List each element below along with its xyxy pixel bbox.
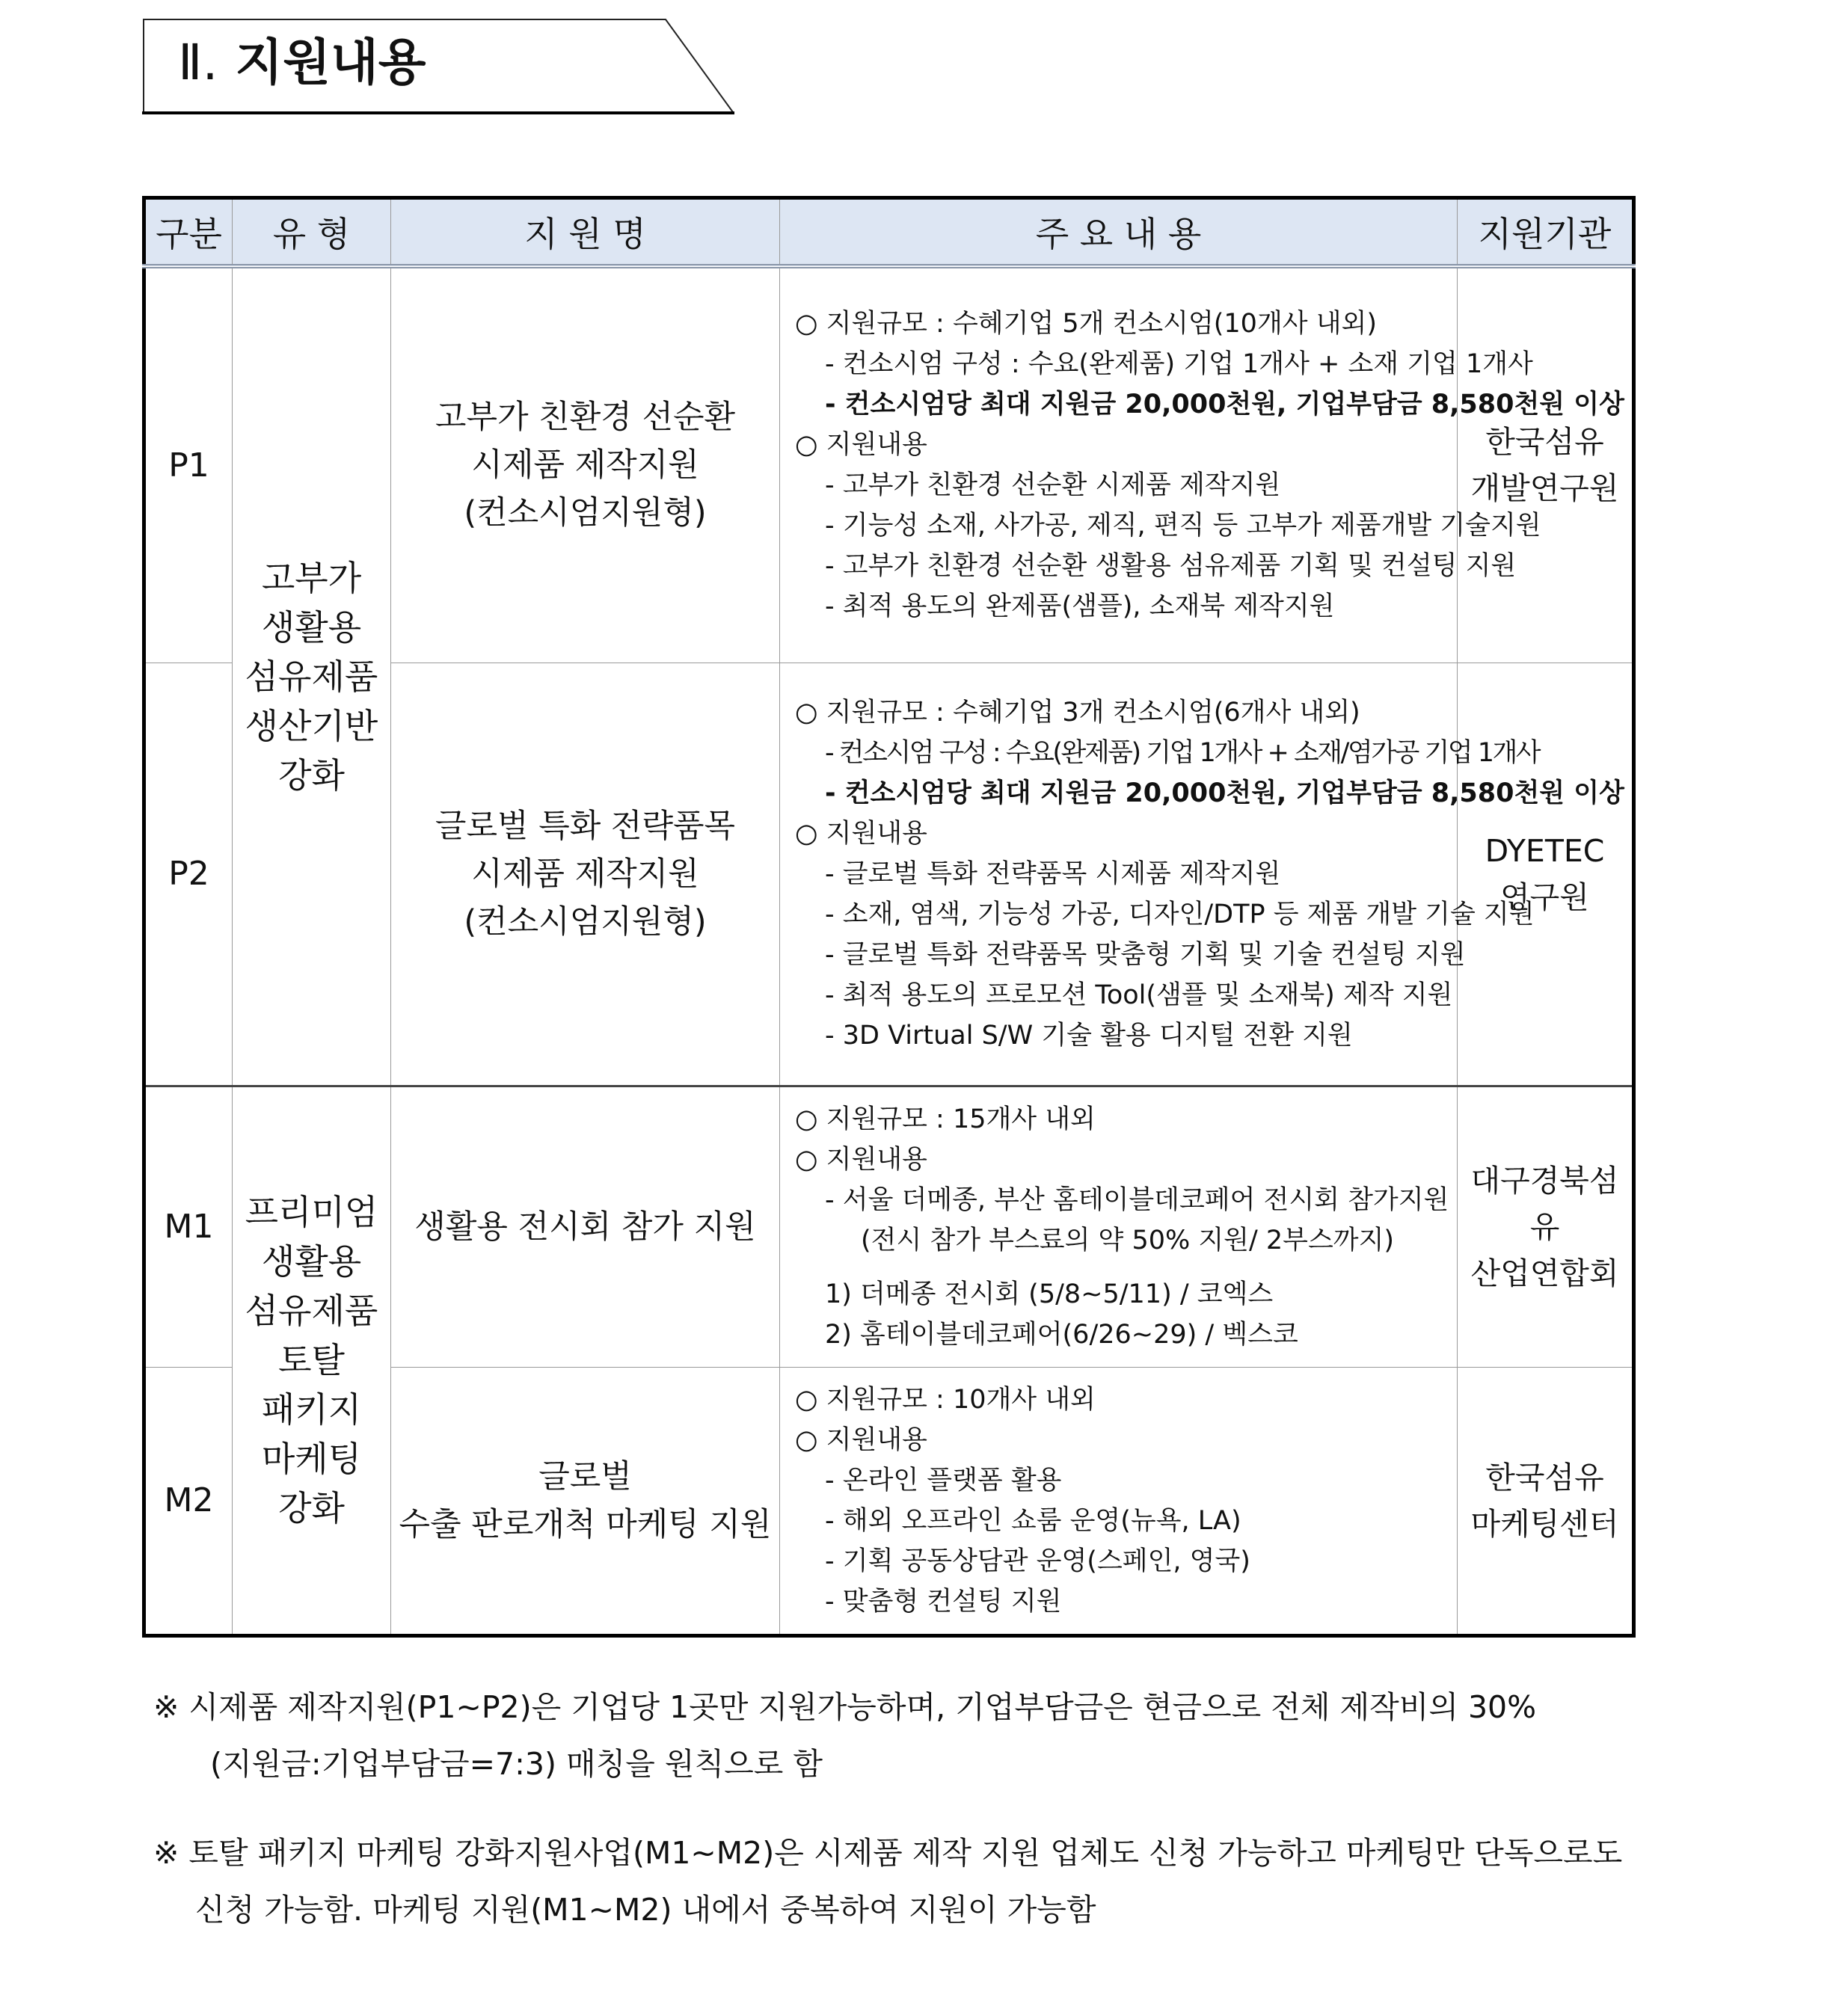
note-2-line-2: 신청 가능함. 마케팅 지원(M1~M2) 내에서 중복하여 지원이 가능함 (195, 1892, 1096, 1928)
content-line: - 기획 공동상담관 운영(스페인, 영국) (825, 1546, 1250, 1576)
support-org-line: 산업연합회 (1470, 1255, 1619, 1291)
support-table-grid (142, 196, 1636, 1638)
support-org-line: 대구경북섬유 (1470, 1162, 1619, 1245)
content-line: 1) 더메종 전시회 (5/8~5/11) / 코엑스 (825, 1279, 1274, 1309)
content-line: ○ 지원내용 (795, 818, 927, 849)
content-line: ○ 지원내용 (795, 1424, 927, 1455)
support-name-line: (컨소시엄지원형) (464, 903, 707, 941)
section-title (178, 31, 426, 94)
type-line: 패키지 (261, 1389, 362, 1430)
type-line: 고부가 (261, 557, 362, 598)
table-body (144, 266, 1634, 1635)
support-name (391, 1086, 780, 1367)
content-line: - 최적 용도의 프로모션 Tool(샘플 및 소재북) 제작 지원 (825, 980, 1453, 1010)
header-type: 유 형 (233, 198, 391, 267)
content-line: - 맞춤형 컨설팅 지원 (825, 1586, 1062, 1617)
content-line: - 컨소시엄당 최대 지원금 20,000천원, 기업부담금 8,580천원 이상 (825, 390, 1624, 420)
content-line: - 해외 오프라인 쇼룸 운영(뉴욕, LA) (825, 1505, 1241, 1536)
content-line: - 최적 용도의 완제품(샘플), 소재북 제작지원 (825, 591, 1335, 622)
content-line-text: - 컨소시엄 구성 : 수요(완제품) 기업 1개사 + 소재/염가공 기업 1개사 (825, 737, 1540, 768)
content-line: - 컨소시엄당 최대 지원금 20,000천원, 기업부담금 8,580천원 이상 (825, 778, 1624, 808)
support-org (1458, 1367, 1634, 1635)
content-line: - 기능성 소재, 사가공, 제직, 편직 등 고부가 제품개발 기술지원 (825, 511, 1541, 541)
content-line: - 고부가 친환경 선순환 시제품 제작지원 (825, 470, 1281, 501)
support-org-line: 개발연구원 (1470, 470, 1619, 507)
section-number: Ⅱ. (178, 34, 218, 91)
content-line: - 컨소시엄 구성 : 수요(완제품) 기업 1개사 + 소재 기업 1개사 (825, 349, 1533, 380)
support-name-line: 글로벌 (538, 1457, 632, 1495)
type-line: 생산기반 (245, 705, 378, 746)
note-2-line-1: ※ 토탈 패키지 마케팅 강화지원사업(M1~M2)은 시제품 제작 지원 업체도 신청 가능하고 마케팅만 단독으로도 (153, 1835, 1623, 1871)
support-org (1458, 1086, 1634, 1367)
support-name (391, 1367, 780, 1635)
content-line: ○ 지원규모 : 15개사 내외 (795, 1104, 1096, 1134)
support-table (142, 196, 1638, 1617)
note-1-line-2: (지원금:기업부담금=7:3) 매칭을 원칙으로 함 (210, 1746, 823, 1782)
support-org (1458, 663, 1634, 1086)
support-name-line: 글로벌 특화 전략품목 (435, 807, 736, 845)
support-org-line: DYETEC (1485, 832, 1605, 869)
row-code: P2 (144, 663, 233, 1086)
content-line: - 온라인 플랫폼 활용 (825, 1465, 1062, 1495)
type-line: 프리미엄 (245, 1192, 378, 1232)
support-name-line: 생활용 전시회 참가 지원 (414, 1208, 756, 1246)
content-line: ○ 지원규모 : 수혜기업 5개 컨소시엄(10개사 내외) (795, 309, 1377, 339)
header-main: 주 요 내 용 (780, 198, 1458, 267)
type-line: 토탈 (278, 1340, 345, 1380)
type-line: 마케팅 (261, 1439, 362, 1479)
type-line: 섬유제품 (245, 656, 378, 697)
type-line: 섬유제품 (245, 1291, 378, 1331)
support-org-line: 마케팅센터 (1470, 1505, 1619, 1542)
section-title-text: 지원내용 (235, 34, 426, 91)
content-line: - 글로벌 특화 전략품목 시제품 제작지원 (825, 858, 1281, 889)
support-name-line: 시제품 제작지원 (471, 446, 699, 485)
support-org (1458, 266, 1634, 663)
main-content (780, 1086, 1458, 1367)
support-org-line: 연구원 (1500, 879, 1589, 915)
support-org-line: 한국섬유 (1485, 1459, 1604, 1495)
content-line: - 글로벌 특화 전략품목 맞춤형 기획 및 기술 컨설팅 지원 (825, 939, 1466, 970)
content-line: - 3D Virtual S/W 기술 활용 디지털 전환 지원 (825, 1020, 1353, 1051)
row-type (233, 1086, 391, 1635)
row-code: M1 (144, 1086, 233, 1367)
support-name (391, 663, 780, 1086)
support-org-line: 한국섬유 (1485, 424, 1604, 461)
support-name-line: 수출 판로개척 마케팅 지원 (399, 1505, 772, 1543)
note-1-line-1: ※ 시제품 제작지원(P1~P2)은 기업당 1곳만 지원가능하며, 기업부담금은 현금으로 전체 제작비의 30% (153, 1689, 1537, 1725)
row-type (233, 266, 391, 1086)
type-line: 강화 (278, 754, 345, 796)
support-name-line: (컨소시엄지원형) (464, 494, 707, 532)
content-line: ○ 지원내용 (795, 1144, 927, 1175)
header-name: 지 원 명 (391, 198, 780, 267)
section-heading (142, 18, 748, 115)
note-1 (153, 1679, 1536, 1792)
type-line: 강화 (278, 1488, 345, 1528)
table-row (144, 1086, 1634, 1367)
header-org: 지원기관 (1458, 198, 1634, 267)
table-header-row (144, 198, 1634, 267)
content-line (795, 733, 1540, 773)
row-code: P1 (144, 266, 233, 663)
type-line: 생활용 (261, 1241, 362, 1282)
main-content (780, 1367, 1458, 1635)
header-gubun: 구분 (144, 198, 233, 267)
content-line: 2) 홈테이블데코페어(6/26~29) / 벡스코 (825, 1319, 1298, 1350)
note-2 (153, 1825, 1622, 1938)
row-code: M2 (144, 1367, 233, 1635)
support-name (391, 266, 780, 663)
support-name-line: 시제품 제작지원 (471, 855, 699, 893)
content-line: - 소재, 염색, 기능성 가공, 디자인/DTP 등 제품 개발 기술 지원 (825, 899, 1535, 929)
content-line: ○ 지원규모 : 10개사 내외 (795, 1384, 1096, 1415)
content-line: ○ 지원내용 (795, 430, 927, 461)
table-row (144, 266, 1634, 663)
content-line: (전시 참가 부스료의 약 50% 지원/ 2부스까지) (861, 1225, 1395, 1255)
content-line: ○ 지원규모 : 수혜기업 3개 컨소시엄(6개사 내외) (795, 697, 1360, 728)
support-name-line: 고부가 친환경 선순환 (435, 399, 736, 437)
content-line: - 고부가 친환경 선순환 생활용 섬유제품 기획 및 컨설팅 지원 (825, 551, 1517, 582)
content-line: - 서울 더메종, 부산 홈테이블데코페어 전시회 참가지원 (825, 1184, 1449, 1215)
type-line: 생활용 (261, 606, 362, 648)
